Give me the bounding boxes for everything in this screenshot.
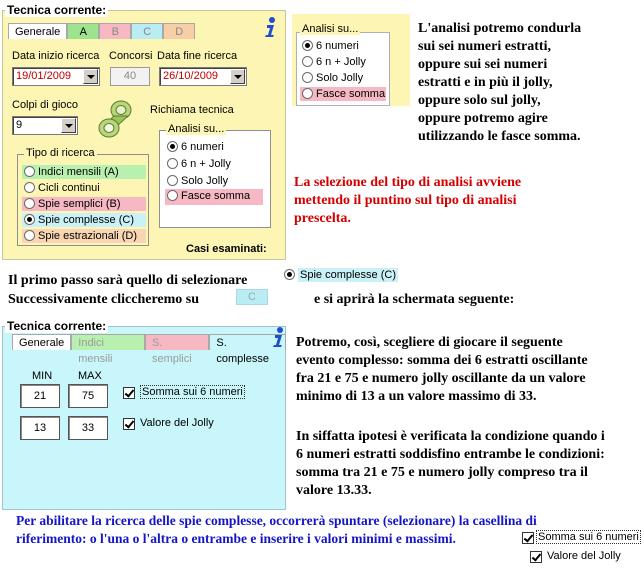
radio-circle[interactable] <box>302 72 313 83</box>
row2-min-value: 13 <box>33 422 47 434</box>
tab-indici-mensili[interactable]: Indici mensili <box>71 334 145 350</box>
jolly-checkbox[interactable] <box>123 418 135 430</box>
radio-circle[interactable] <box>167 141 178 152</box>
radio-label: Fasce somma <box>181 190 251 202</box>
text-line: L'analisi potremo condurla <box>418 21 582 36</box>
radio-6-numeri[interactable] <box>165 140 265 154</box>
text-line: riferimento: o l'una o l'altra o entrambe e inserire i valori minimi e massimi. <box>16 531 456 546</box>
panel-title: Tecnica corrente: <box>7 3 107 17</box>
text-line: fra 21 e 75 e numero jolly oscillante da un valore <box>296 371 586 386</box>
colpi-value: 9 <box>16 119 23 131</box>
radio-label: Indici mensili (A) <box>38 166 119 178</box>
text-selezione <box>294 174 642 228</box>
somma-check-label: Somma sui 6 numeri <box>142 386 243 398</box>
radio-label: Solo Jolly <box>181 175 229 187</box>
radio-circle[interactable] <box>302 40 313 51</box>
step-line-1: Il primo passo sarà quello di selezionare <box>8 273 248 288</box>
tecnica-panel-2 <box>2 318 286 510</box>
text-evento <box>296 334 642 406</box>
chevron-down-icon[interactable] <box>61 118 76 133</box>
radio-spie-estrazionali[interactable] <box>22 229 146 243</box>
tab-generale[interactable]: Generale <box>8 23 67 39</box>
radio-solo-jolly[interactable] <box>165 174 265 188</box>
tab-s-complesse[interactable]: S. complesse <box>209 334 286 350</box>
date-end-label: Data fine ricerca <box>157 50 238 62</box>
info-icon[interactable] <box>270 326 286 351</box>
radio-label: Spie estrazionali (D) <box>38 230 138 242</box>
tab-s-semplici[interactable]: S. semplici <box>145 334 209 350</box>
tecnica-panel <box>2 2 286 260</box>
date-start-label: Data inizio ricerca <box>12 50 100 62</box>
analisi-group-label: Analisi su... <box>168 123 225 135</box>
text-analisi <box>418 20 642 146</box>
text-line: evento complesso: somma dei 6 estratti oscillante <box>296 353 588 368</box>
row2-min-input[interactable] <box>20 416 60 440</box>
radio-label: Solo Jolly <box>316 72 364 84</box>
chevron-down-icon[interactable] <box>83 69 98 84</box>
tipo-ricerca-label: Tipo di ricerca <box>26 147 95 159</box>
c-button[interactable] <box>236 289 268 305</box>
radio-circle[interactable] <box>167 158 178 169</box>
text-line: oppure potremo agire <box>418 111 548 126</box>
row1-max-input[interactable] <box>68 384 108 408</box>
tab-b[interactable]: B <box>99 23 131 39</box>
date-end-combo[interactable] <box>159 67 247 86</box>
analisi-zoom-label: Analisi su... <box>302 23 359 35</box>
bottom-somma-checkbox[interactable] <box>522 532 534 544</box>
text-line: oppure sui sei numeri <box>418 57 548 72</box>
radio-cicli-continui[interactable] <box>22 181 146 195</box>
text-line: minimo di 13 a un valore massimo di 33. <box>296 389 537 404</box>
analisi-zoom <box>292 14 410 106</box>
zoom-radio-fasce-somma[interactable] <box>300 87 386 101</box>
max-label: MAX <box>78 370 102 382</box>
spie-complesse-radio[interactable] <box>282 268 400 282</box>
richiama-tecnica-label[interactable]: Richiama tecnica <box>150 104 234 116</box>
date-end-value: 26/10/2009 <box>163 70 219 82</box>
radio-spie-semplici[interactable] <box>22 197 146 211</box>
tab-generale-2[interactable]: Generale <box>12 334 71 350</box>
tab-strip <box>8 23 195 39</box>
radio-fasce-somma[interactable] <box>165 189 263 205</box>
date-start-value: 19/01/2009 <box>16 70 72 82</box>
text-line: La selezione del tipo di analisi avviene <box>294 175 522 190</box>
jolly-check-label: Valore del Jolly <box>140 417 214 429</box>
min-label: MIN <box>32 370 53 382</box>
text-line: In siffatta ipotesi è verificata la condizione quando i <box>296 429 605 444</box>
row1-min-value: 21 <box>33 390 47 402</box>
radio-circle[interactable] <box>167 175 178 186</box>
row2-max-value: 33 <box>81 422 95 434</box>
somma-checkbox[interactable] <box>123 387 135 399</box>
text-line: prescelta. <box>294 211 351 226</box>
info-icon[interactable] <box>262 16 278 41</box>
radio-label: 6 n + Jolly <box>316 56 366 68</box>
step-line-2: Successivamente cliccheremo su <box>8 292 200 307</box>
radio-circle[interactable] <box>24 182 35 193</box>
bottom-jolly-label: Valore del Jolly <box>547 550 621 562</box>
radio-circle[interactable] <box>24 198 35 209</box>
casi-esaminati-label: Casi esaminati: <box>186 243 267 255</box>
chevron-down-icon[interactable] <box>230 69 245 84</box>
concorsi-value: 40 <box>123 70 137 82</box>
tab-strip-2 <box>12 334 286 365</box>
zoom-radio-6-numeri[interactable] <box>300 39 390 53</box>
row2-max-input[interactable] <box>68 416 108 440</box>
zoom-radio-6n-jolly[interactable] <box>300 55 390 69</box>
radio-label: Cicli continui <box>38 182 100 194</box>
tab-c[interactable]: C <box>131 23 163 39</box>
text-line: Per abilitare la ricerca delle spie complesse, occorrerà spuntare (selezionare) la casellina di <box>16 513 537 528</box>
richiama-tecnica-icon[interactable] <box>94 98 136 140</box>
text-line: estratti e in più il jolly, <box>418 75 553 90</box>
colpi-combo[interactable] <box>12 116 78 135</box>
text-line: utilizzando le fasce somma. <box>418 129 581 144</box>
text-line: somma tra 21 e 75 e numero jolly compreso tra il <box>296 465 588 480</box>
radio-label: Spie semplici (B) <box>38 198 121 210</box>
radio-spie-complesse[interactable] <box>22 213 146 227</box>
bottom-jolly-checkbox[interactable] <box>530 551 542 563</box>
text-line: oppure solo sul jolly, <box>418 93 541 108</box>
radio-label: Spie complesse (C) <box>300 269 396 281</box>
radio-circle[interactable] <box>24 214 35 225</box>
tab-d[interactable]: D <box>163 23 195 39</box>
concorsi-field <box>110 67 150 86</box>
radio-label: 6 numeri <box>316 40 359 52</box>
row1-max-value: 75 <box>81 390 95 402</box>
radio-circle[interactable] <box>24 230 35 241</box>
radio-circle[interactable] <box>284 269 295 280</box>
text-line: valore 13.33. <box>296 483 372 498</box>
text-ipotesi <box>296 428 642 500</box>
radio-circle[interactable] <box>24 166 35 177</box>
bottom-somma-label: Somma sui 6 numeri <box>538 531 639 543</box>
step-line-2-after: e si aprirà la schermata seguente: <box>314 292 515 307</box>
c-button-label: C <box>248 291 256 303</box>
text-line: mettendo il puntino sul tipo di analisi <box>294 193 517 208</box>
radio-circle[interactable] <box>302 88 313 99</box>
concorsi-label: Concorsi <box>109 50 153 62</box>
radio-label: Spie complesse (C) <box>38 214 134 226</box>
zoom-radio-solo-jolly[interactable] <box>300 71 390 85</box>
tab-a[interactable]: A <box>67 23 99 39</box>
panel-2-title: Tecnica corrente: <box>7 319 107 333</box>
colpi-label: Colpi di gioco <box>12 99 79 111</box>
radio-indici-mensili[interactable] <box>22 165 146 179</box>
text-line: Potremo, così, scegliere di giocare il seguente <box>296 335 563 350</box>
radio-label: 6 n + Jolly <box>181 158 231 170</box>
radio-label: 6 numeri <box>181 141 224 153</box>
text-line: sui sei numeri estratti, <box>418 39 551 54</box>
date-start-combo[interactable] <box>12 67 100 86</box>
row1-min-input[interactable] <box>20 384 60 408</box>
radio-label: Fasce somma <box>316 88 386 100</box>
radio-circle[interactable] <box>167 190 178 201</box>
radio-6n-jolly[interactable] <box>165 157 265 171</box>
radio-circle[interactable] <box>302 56 313 67</box>
text-line: 6 numeri estratti soddisfino entrambe le condizioni: <box>296 447 605 462</box>
